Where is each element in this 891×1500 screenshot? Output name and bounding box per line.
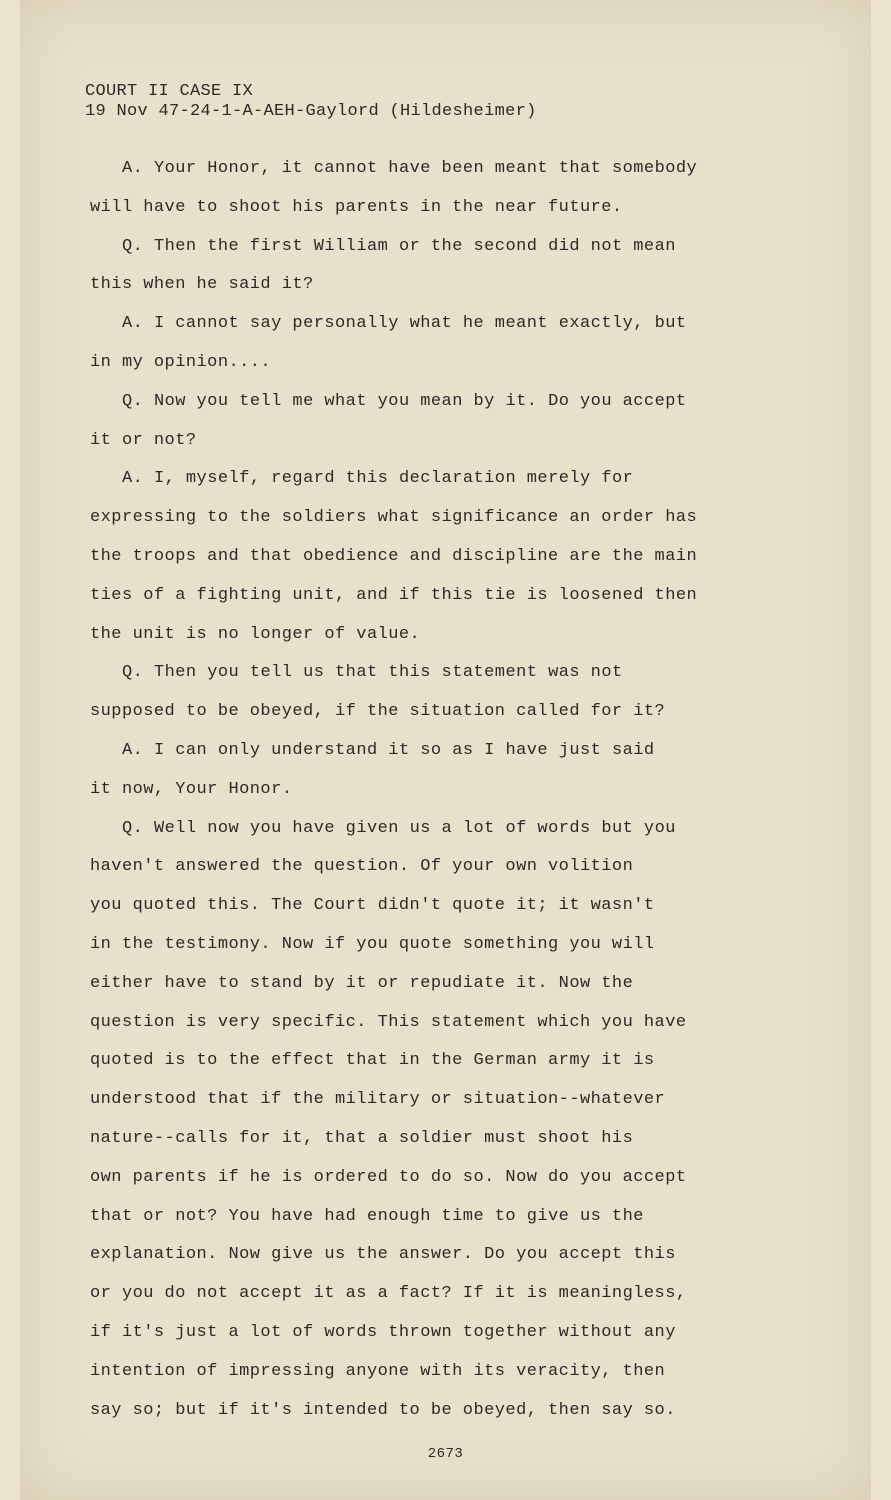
- transcript-line: the unit is no longer of value.: [90, 624, 421, 644]
- transcript-line: the troops and that obedience and discipline are the main: [90, 546, 698, 566]
- transcript-line: A. Your Honor, it cannot have been meant that somebody: [122, 159, 698, 178]
- transcript-line: own parents if he is ordered to do so. Now do you accept: [90, 1167, 687, 1187]
- transcript-line: supposed to be obeyed, if the situation called for it?: [90, 702, 666, 722]
- transcript-line: in my opinion....: [90, 352, 272, 372]
- transcript-line: nature--calls for it, that a soldier must shoot his: [90, 1128, 634, 1148]
- transcript-line: Q. Well now you have given us a lot of words but you: [122, 818, 676, 838]
- page-number: 2673: [427, 1446, 464, 1462]
- transcript-line: or you do not accept it as a fact? If it is meaningless,: [90, 1284, 687, 1304]
- transcript-line: it or not?: [90, 430, 197, 450]
- transcript-line: you quoted this. The Court didn't quote it; it wasn't: [90, 896, 655, 916]
- transcript-line: will have to shoot his parents in the near future.: [90, 197, 623, 217]
- transcript-line: Q. Then you tell us that this statement was not: [122, 663, 623, 683]
- document-page: [20, 0, 871, 1500]
- date-reference-line: 19 Nov 47-24-1-A-AEH-Gaylord (Hildesheimer): [85, 102, 537, 121]
- transcript-line: Q. Then the first William or the second did not mean: [122, 236, 676, 256]
- transcript-line: intention of impressing anyone with its veracity, then: [90, 1361, 666, 1381]
- transcript-line: quoted is to the effect that in the German army it is: [90, 1051, 655, 1071]
- transcript-line: expressing to the soldiers what significance an order has: [90, 508, 698, 528]
- transcript-line: A. I, myself, regard this declaration merely for: [122, 469, 634, 489]
- court-case-line: COURT II CASE IX: [85, 82, 254, 101]
- transcript-line: haven't answered the question. Of your own volition: [90, 857, 634, 877]
- transcript-line: question is very specific. This statement which you have: [90, 1012, 687, 1032]
- transcript-line: this when he said it?: [90, 275, 314, 295]
- transcript-line: if it's just a lot of words thrown together without any: [90, 1322, 676, 1342]
- transcript-line: in the testimony. Now if you quote something you will: [90, 934, 655, 954]
- transcript-line: A. I cannot say personally what he meant exactly, but: [122, 314, 687, 334]
- document-header: [85, 82, 537, 122]
- transcript-line: it now, Your Honor.: [90, 779, 293, 799]
- transcript-line: ties of a fighting unit, and if this tie is loosened then: [90, 585, 698, 605]
- transcript-line: A. I can only understand it so as I have just said: [122, 740, 655, 760]
- transcript-line: understood that if the military or situation--whatever: [90, 1090, 666, 1110]
- transcript-line: explanation. Now give us the answer. Do you accept this: [90, 1245, 676, 1265]
- transcript-line: that or not? You have had enough time to give us the: [90, 1206, 644, 1226]
- transcript-line: either have to stand by it or repudiate it. Now the: [90, 973, 634, 993]
- transcript-line: say so; but if it's intended to be obeyed, then say so.: [90, 1400, 676, 1420]
- transcript-body: [90, 150, 780, 1430]
- transcript-line: Q. Now you tell me what you mean by it. Do you accept: [122, 391, 687, 411]
